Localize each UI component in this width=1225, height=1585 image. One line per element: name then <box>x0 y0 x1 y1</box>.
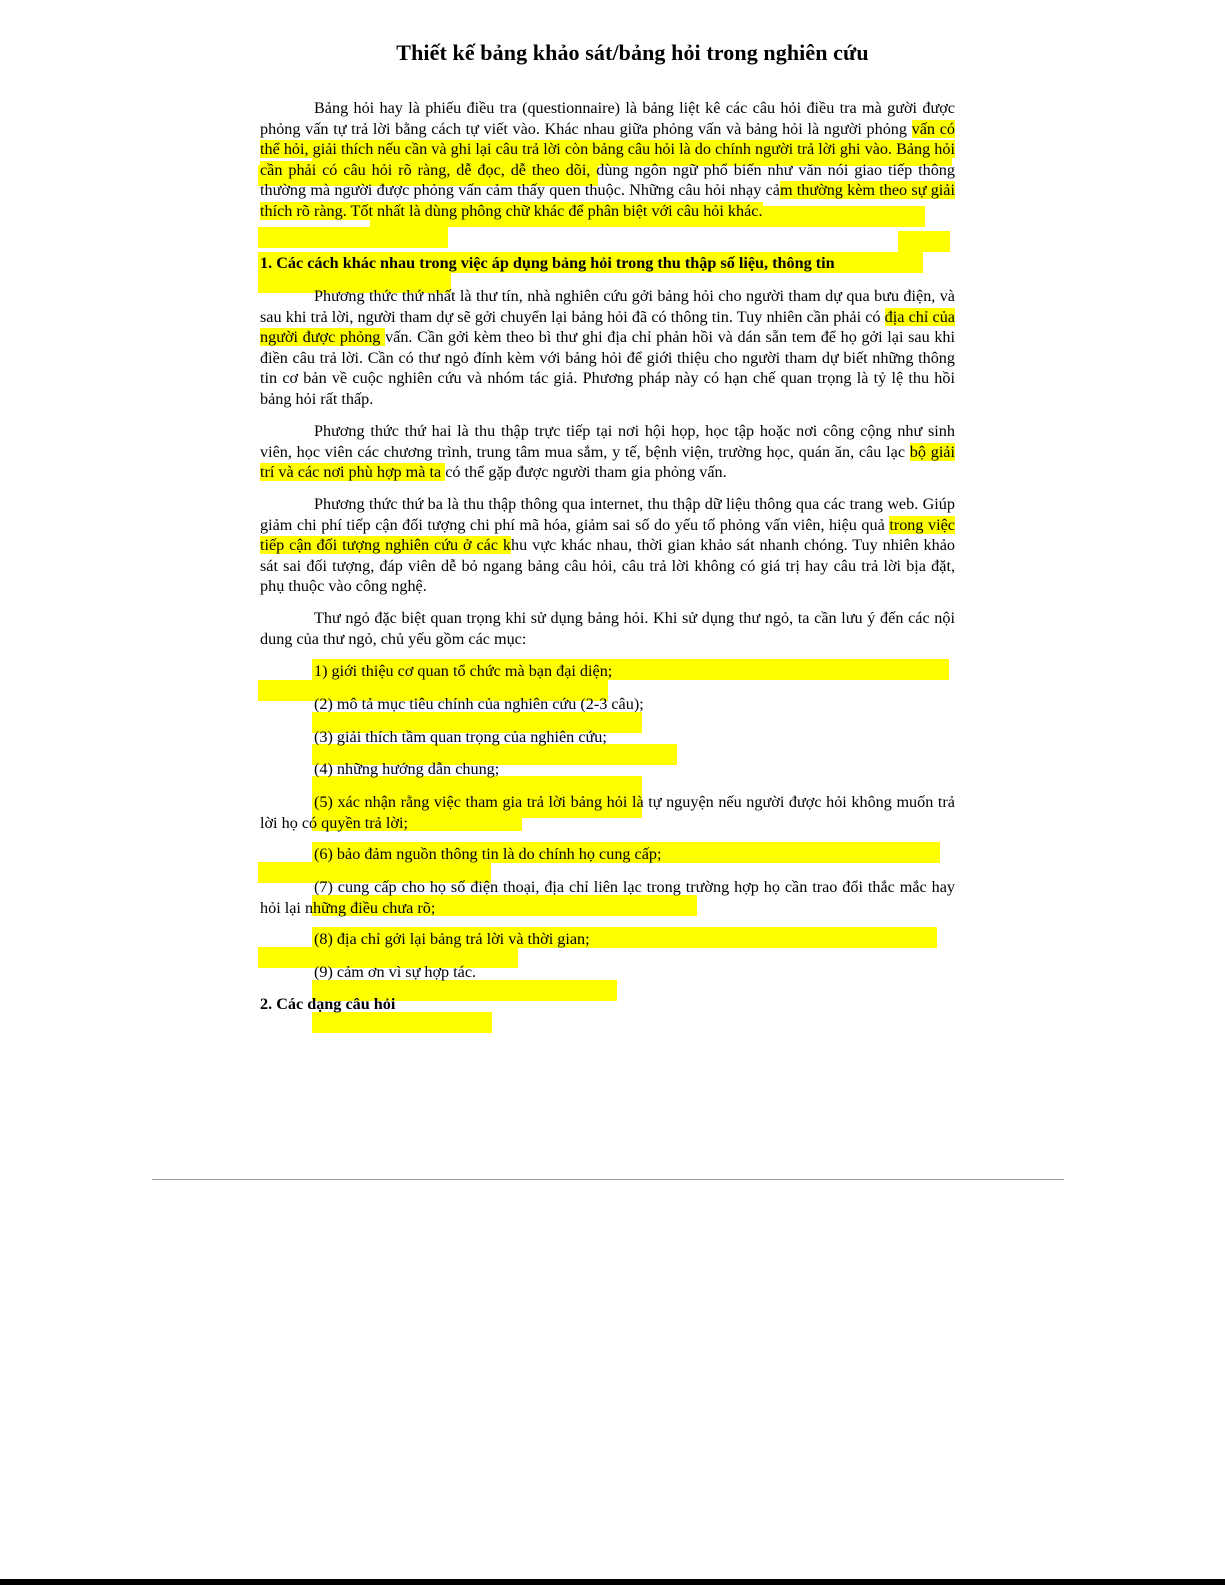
bottom-edge <box>0 1579 1225 1585</box>
method-1-highlight: địa chỉ của người được phỏng <box>260 307 955 347</box>
method-1-text: Phương thức thứ nhất là thư tín, nhà nghiên cứu gởi bảng hỏi cho người tham dự qua bưu điện, và sau khi trả lời, người tham dự sẽ gởi chuyển lại bảng hỏi đã có thông tin. Tuy nhiên cần phải có <box>260 287 955 326</box>
list-item: (4) những hướng dẫn chung; <box>314 760 500 778</box>
cover-letter-paragraph: Thư ngỏ đặc biệt quan trọng khi sử dụng bảng hỏi. Khi sử dụng thư ngỏ, ta cần lưu ý đến các nội dung của thư ngỏ, chủ yếu gồm các mục: <box>260 609 955 648</box>
method-1-text: vấn. Cần gởi kèm theo bì thư ghi địa chỉ phản hồi và dán sẵn tem để họ gởi lại sau khi điền câu trả lời. Cần có thư ngỏ đính kèm với bảng hỏi để giới thiệu cho người tham dự biết những thông tin cơ bản về cuộc nghiên cứu và nhóm tác giả. Phương pháp này có hạn chế quan trọng là tỷ lệ thu hồi bảng hỏi rất thấp. <box>260 328 955 408</box>
list-item: (8) địa chỉ gởi lại bảng trả lời và thời gian; <box>314 930 590 948</box>
highlight-mark <box>898 231 950 252</box>
method-1-paragraph <box>260 286 955 410</box>
page-divider <box>152 1179 1064 1180</box>
list-item: 1) giới thiệu cơ quan tổ chức mà bạn đại diện; <box>314 662 613 680</box>
document-title: Thiết kế bảng khảo sát/bảng hỏi trong nghiên cứu <box>396 40 869 65</box>
highlight-mark <box>258 227 448 248</box>
list-item: (9) cảm ơn vì sự hợp tác. <box>314 963 477 981</box>
method-3-text: Phương thức thứ ba là thu thập thông qua internet, thu thập dữ liệu thông qua các trang web. Giúp giảm chi phí tiếp cận đối tượng chi phí mã hóa, giảm sai số do yếu tố phỏng vấn viên, hiệu quả <box>260 495 955 534</box>
section-heading-1: 1. Các cách khác nhau trong việc áp dụng bảng hỏi trong thu thập số liệu, thông tin <box>260 254 835 272</box>
list-item: (3) giải thích tầm quan trọng của nghiên cứu; <box>314 728 607 746</box>
method-2-text: Phương thức thứ hai là thu thập trực tiếp tại nơi hội họp, học tập hoặc nơi công cộng như sinh viên, học viên các chương trình, trung tâm mua sắm, y tế, bệnh viện, trường học, quán ăn, câu lạc <box>260 422 955 461</box>
list-item: (2) mô tả mục tiêu chính của nghiên cứu (2-3 câu); <box>314 695 644 713</box>
intro-highlight: m thường kèm theo sự giải thích rõ ràng. Tốt nhất là dùng phông chữ khác để phân biệt với câu hỏi khác. <box>260 181 955 220</box>
method-3-highlight: trong việc tiếp cận đối tượng nghiên cứu ở các k <box>260 515 955 555</box>
method-3-paragraph <box>260 494 955 597</box>
method-2-text: có thể gặp được người tham gia phỏng vấn. <box>445 463 727 482</box>
intro-paragraph <box>260 98 955 222</box>
method-2-paragraph <box>260 421 955 483</box>
section-heading-2: 2. Các dạng câu hỏi <box>260 995 396 1013</box>
intro-text: Bảng hỏi hay là phiếu điều tra (questionnaire) là bảng liệt kê các câu hỏi điều tra mà gười được phỏng vấn tự trả lời bằng cách tự viết vào. Khác nhau giữa phỏng vấn và bảng hỏi là người phỏng <box>260 99 955 138</box>
intro-highlight: vấn có thể hỏi, giải thích nếu cần và ghi lại câu trả lời còn bảng câu hỏi là do chính người trả lời ghi vào. Bảng hỏi cần phải có câu hỏi rõ ràng <box>260 119 955 179</box>
method-3-text: hu vực khác nhau, thời gian khảo sát nhanh chóng. Tuy nhiên khảo sát sai đối tượng, đáp viên dễ bỏ ngang bảng câu hỏi, câu trả lời không có giá trị hay câu trả lời bịa đặt, phụ thuộc vào công nghệ. <box>260 536 955 596</box>
method-2-highlight: bộ giải trí và các nơi phù hợp mà ta <box>260 442 955 482</box>
list-item: (5) xác nhận rằng việc tham gia trả lời bảng hỏi là tự nguyện nếu người được hỏi không muốn trả lời họ có quyền trả lời; <box>260 793 955 832</box>
intro-text: , dễ đọc, dễ theo dõi, dùng ngôn ngữ phổ biến như văn nói giao tiếp thông thường mà người được phỏng vấn cảm thấy quen thuộc. Những câu hỏi nhạy cả <box>260 160 955 200</box>
list-item: (7) cung cấp cho họ số điện thoại, địa chỉ liên lạc trong trường hợp họ cần trao đổi thắc mắc hay hỏi lại những điều chưa rõ; <box>260 878 955 917</box>
list-item: (6) bảo đảm nguồn thông tin là do chính họ cung cấp; <box>314 845 662 863</box>
highlight-mark <box>312 1012 492 1033</box>
